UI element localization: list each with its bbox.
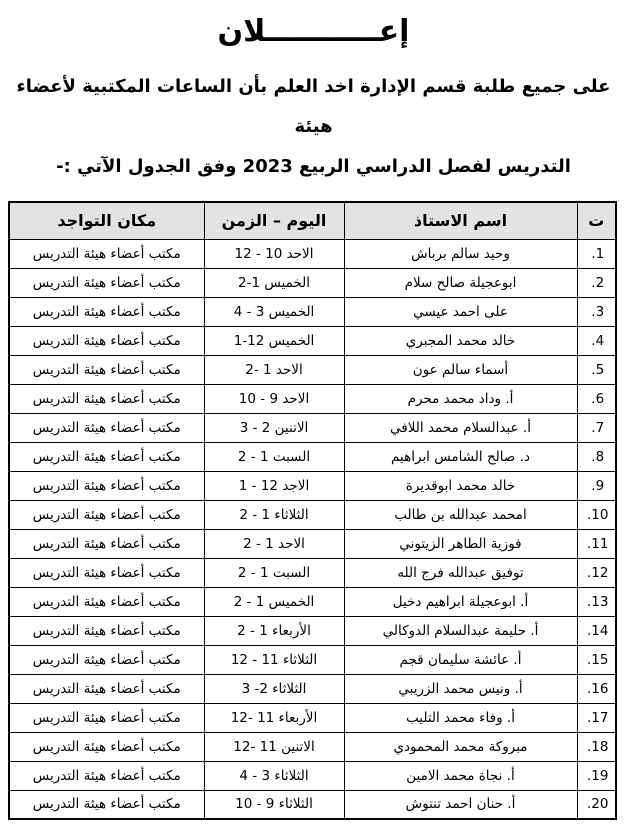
professor-name: توفيق عبدالله فرج الله [344, 558, 577, 587]
professor-name: أ. حنان احمد تنتوش [344, 790, 577, 819]
table-row [9, 326, 616, 355]
row-number: 3. [577, 297, 616, 326]
day-time: الاحد 1 - 2 [204, 529, 344, 558]
header-cell-day-time: اليوم – الزمن [204, 202, 344, 239]
day-time: الاحد 1 -2 [204, 355, 344, 384]
row-number: 10. [577, 500, 616, 529]
location: مكتب أعضاء هيئة التدريس [9, 268, 204, 297]
table-row [9, 297, 616, 326]
professor-name: أسماء سالم عون [344, 355, 577, 384]
professor-name: أ. وداد محمد محرم [344, 384, 577, 413]
table-row [9, 500, 616, 529]
day-time: الأربعاء 1 - 2 [204, 616, 344, 645]
professor-name: أ. ابوعجيلة ابراهيم دخيل [344, 587, 577, 616]
table-row [9, 413, 616, 442]
day-time: السبت 1 - 2 [204, 442, 344, 471]
table-row [9, 587, 616, 616]
intro-paragraph [0, 67, 627, 187]
table-row [9, 558, 616, 587]
table-row [9, 268, 616, 297]
location: مكتب أعضاء هيئة التدريس [9, 790, 204, 819]
location: مكتب أعضاء هيئة التدريس [9, 587, 204, 616]
day-time: الاحد 9 - 10 [204, 384, 344, 413]
row-number: 9. [577, 471, 616, 500]
professor-name: ابوعجيلة صالح سلام [344, 268, 577, 297]
header-cell-location: مكان التواجد [9, 202, 204, 239]
day-time: الخميس 1-2 [204, 268, 344, 297]
day-time: الثلاثاء 11 - 12 [204, 645, 344, 674]
professor-name: أ. عبدالسلام محمد اللافي [344, 413, 577, 442]
row-number: 8. [577, 442, 616, 471]
row-number: 7. [577, 413, 616, 442]
day-time: الثلاثاء 2- 3 [204, 674, 344, 703]
table-row [9, 761, 616, 790]
table-row [9, 674, 616, 703]
location: مكتب أعضاء هيئة التدريس [9, 732, 204, 761]
location: مكتب أعضاء هيئة التدريس [9, 355, 204, 384]
location: مكتب أعضاء هيئة التدريس [9, 703, 204, 732]
location: مكتب أعضاء هيئة التدريس [9, 384, 204, 413]
location: مكتب أعضاء هيئة التدريس [9, 297, 204, 326]
table-row [9, 732, 616, 761]
row-number: 2. [577, 268, 616, 297]
table-row [9, 384, 616, 413]
location: مكتب أعضاء هيئة التدريس [9, 645, 204, 674]
table-body [9, 239, 616, 819]
location: مكتب أعضاء هيئة التدريس [9, 674, 204, 703]
table-row [9, 442, 616, 471]
day-time: الاتنين 11 -12 [204, 732, 344, 761]
location: مكتب أعضاء هيئة التدريس [9, 529, 204, 558]
day-time: الاتنين 2 - 3 [204, 413, 344, 442]
day-time: الثلاثاء 3 - 4 [204, 761, 344, 790]
professor-name: فوزية الطاهر الزيتوني [344, 529, 577, 558]
table-row [9, 616, 616, 645]
intro-line-2: التدريس لفصل الدراسي الربيع 2023 وفق الجدول الآتي :- [56, 156, 571, 177]
day-time: الثلاثاء 9 - 10 [204, 790, 344, 819]
professor-name: امحمد عبدالله بن طالب [344, 500, 577, 529]
location: مكتب أعضاء هيئة التدريس [9, 761, 204, 790]
professor-name: وحيد سالم برباش [344, 239, 577, 268]
office-hours-table [8, 201, 617, 820]
table-row [9, 790, 616, 819]
professor-name: مبروكة محمد المحمودي [344, 732, 577, 761]
row-number: 14. [577, 616, 616, 645]
row-number: 1. [577, 239, 616, 268]
table-row [9, 645, 616, 674]
day-time: الخميس 3 - 4 [204, 297, 344, 326]
row-number: 19. [577, 761, 616, 790]
professor-name: أ. حليمة عبدالسلام الدوكالي [344, 616, 577, 645]
table-row [9, 529, 616, 558]
row-number: 11. [577, 529, 616, 558]
row-number: 5. [577, 355, 616, 384]
intro-line-1: على جميع طلبة قسم الإدارة اخد العلم بأن الساعات المكتبية لأعضاء هيئة [16, 76, 611, 137]
day-time: الاجد 12 - 1 [204, 471, 344, 500]
table-row [9, 471, 616, 500]
professor-name: د. صالح الشامس ابراهيم [344, 442, 577, 471]
row-number: 4. [577, 326, 616, 355]
professor-name: خالد محمد ابوقديرة [344, 471, 577, 500]
location: مكتب أعضاء هيئة التدريس [9, 239, 204, 268]
professor-name: أ. نجاة محمد الامين [344, 761, 577, 790]
page-title: إعـــــــــــلان [217, 14, 410, 49]
location: مكتب أعضاء هيئة التدريس [9, 471, 204, 500]
row-number: 13. [577, 587, 616, 616]
day-time: الثلاثاء 1 - 2 [204, 500, 344, 529]
professor-name: على احمد عيسي [344, 297, 577, 326]
day-time: السبت 1 - 2 [204, 558, 344, 587]
location: مكتب أعضاء هيئة التدريس [9, 558, 204, 587]
location: مكتب أعضاء هيئة التدريس [9, 326, 204, 355]
location: مكتب أعضاء هيئة التدريس [9, 413, 204, 442]
table-row [9, 239, 616, 268]
day-time: الأربعاء 11 -12 [204, 703, 344, 732]
row-number: 16. [577, 674, 616, 703]
day-time: الخميس 12-1 [204, 326, 344, 355]
row-number: 20. [577, 790, 616, 819]
table-row [9, 355, 616, 384]
day-time: الاحد 10 - 12 [204, 239, 344, 268]
table-header-row [9, 202, 616, 239]
table-row [9, 703, 616, 732]
location: مكتب أعضاء هيئة التدريس [9, 616, 204, 645]
header-cell-number: ت [577, 202, 616, 239]
professor-name: أ. وفاء محمد التليب [344, 703, 577, 732]
location: مكتب أعضاء هيئة التدريس [9, 442, 204, 471]
location: مكتب أعضاء هيئة التدريس [9, 500, 204, 529]
header-cell-name: اسم الاستاذ [344, 202, 577, 239]
row-number: 17. [577, 703, 616, 732]
professor-name: أ. ونيس محمد الزريبي [344, 674, 577, 703]
professor-name: خالد محمد المجبري [344, 326, 577, 355]
day-time: الخميس 1 - 2 [204, 587, 344, 616]
table-header [9, 202, 616, 239]
row-number: 18. [577, 732, 616, 761]
row-number: 6. [577, 384, 616, 413]
professor-name: أ. عائشة سليمان قجم [344, 645, 577, 674]
row-number: 12. [577, 558, 616, 587]
row-number: 15. [577, 645, 616, 674]
